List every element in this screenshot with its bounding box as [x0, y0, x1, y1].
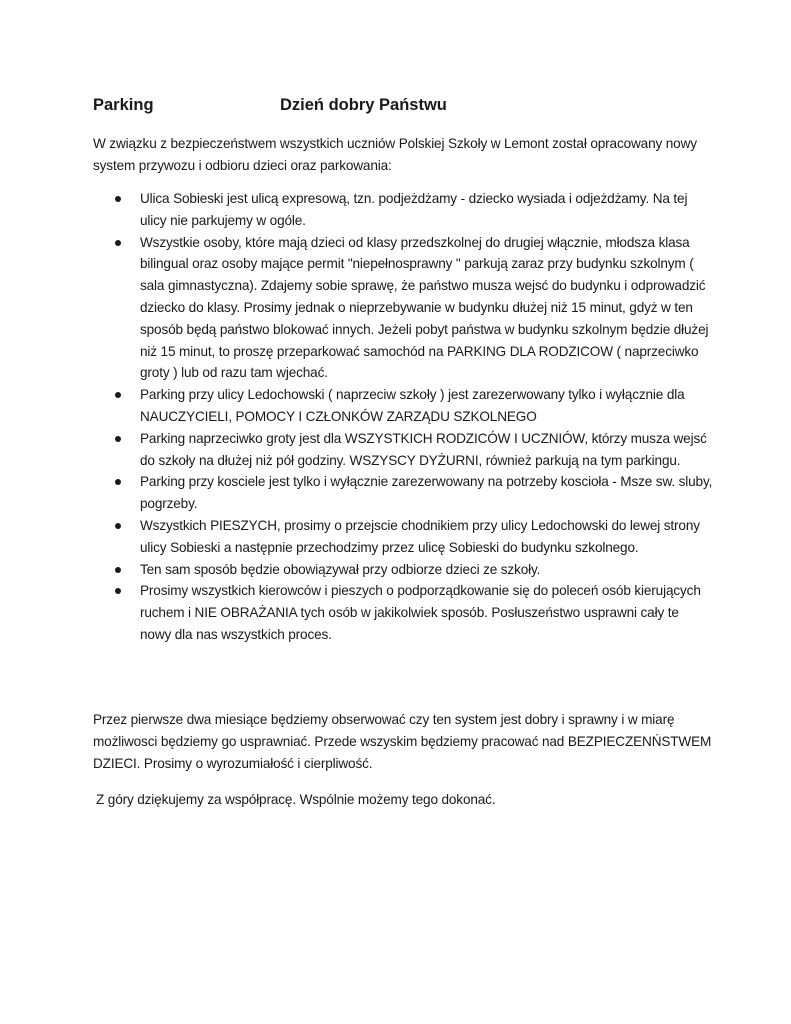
- list-item: [93, 559, 713, 581]
- document-heading: [93, 94, 713, 118]
- list-item: [93, 580, 713, 645]
- bullet-icon: [115, 479, 121, 485]
- bullet-icon: [115, 523, 121, 529]
- list-item-text: Ulica Sobieski jest ulicą expresową, tzn. podjeżdżamy - dziecko wysiada i odjeżdżamy. Na tej ulicy nie parkujemy w ogóle.: [140, 191, 688, 228]
- heading-title-parking: Parking: [93, 96, 154, 114]
- bullet-icon: [115, 436, 121, 442]
- list-item: [93, 515, 713, 559]
- list-item-text: Parking naprzeciwko groty jest dla WSZYSTKICH RODZICÓW I UCZNIÓW, którzy musza wejsć do szkoły na dłużej niż pół godziny. WSZYSCY DYŻURNI, również parkują na tym parkingu.: [140, 430, 707, 468]
- list-item-text: Ten sam sposób będzie obowiązywał przy odbiorze dzieci ze szkoły.: [140, 561, 541, 577]
- rules-list: [93, 188, 713, 646]
- list-item: [93, 428, 713, 472]
- list-item: [93, 471, 713, 515]
- thanks-line: Z góry dziękujemy za współpracę. Wspólnie możemy tego dokonać.: [96, 792, 496, 807]
- list-item: [93, 384, 713, 428]
- list-item: [93, 188, 713, 232]
- heading-greeting: Dzień dobry Państwu: [280, 96, 447, 114]
- list-item-text: Parking przy ulicy Ledochowski ( naprzeciw szkoły ) jest zarezerwowany tylko i wyłącznie dla NAUCZYCIELI, POMOCY I CZŁONKÓW ZARZĄDU SZKOLNEGO: [140, 387, 685, 424]
- list-item-text: Wszystkich PIESZYCH, prosimy o przejscie chodnikiem przy ulicy Ledochowski do lewej strony ulicy Sobieski a następnie przechodzimy przez ulicę Sobieski do budynku szkolnego.: [140, 517, 700, 555]
- closing-paragraph: Przez pierwsze dwa miesiące będziemy obserwować czy ten system jest dobry i sprawny i w miarę możliwosci będziemy go usprawniać. Przede wszyskim będziemy pracować nad BEZPIECZENŃSTWEM DZIECI. Prosimy o wyrozumiałość i cierpliwość.: [93, 712, 712, 771]
- bullet-icon: [115, 588, 121, 594]
- list-item-text: Prosimy wszystkich kierowców i pieszych o podporządkowanie się do poleceń osób kierujących ruchem i NIE OBRAŻANIA tych osób w jakikolwiek sposób. Posłuszeństwo usprawni cały te nowy dla nas wszystkich proces.: [140, 583, 701, 642]
- bullet-icon: [115, 567, 121, 573]
- bullet-icon: [115, 196, 121, 202]
- bullet-icon: [115, 392, 121, 398]
- list-item-text: Wszystkie osoby, które mają dzieci od klasy przedszkolnej do drugiej włącznie, młodsza klasa bilingual oraz osoby mające permit "niepełnosprawny " parkują zaraz przy budynku szkolnym ( sala gimnastyczna). Zdajemy sobie sprawę, że państwo musza wejsć do budynku i odprowadzić dziecko do klasy. Prosimy jednak o nieprzebywanie w budynku dłużej niż 15 minut, gdyż w ten sposób będą państwo blokować innych. Jeżeli pobyt państwa w budynku szkolnym będzie dłużej niż 15 minut, to proszę przeparkować samochód na PARKING DLA RODZICOW ( naprzeciwko groty ) lub od razu tam wjechać.: [140, 234, 709, 381]
- bullet-icon: [115, 240, 121, 246]
- list-item-text: Parking przy kosciele jest tylko i wyłącznie zarezerwowany na potrzeby koscioła - Msze sw. sluby, pogrzeby.: [140, 474, 713, 512]
- list-item: [93, 232, 713, 385]
- intro-paragraph: W związku z bezpieczeństwem wszystkich uczniów Polskiej Szkoły w Lemont został opracowany nowy system przywozu i odbioru dzieci oraz parkowania:: [93, 136, 697, 173]
